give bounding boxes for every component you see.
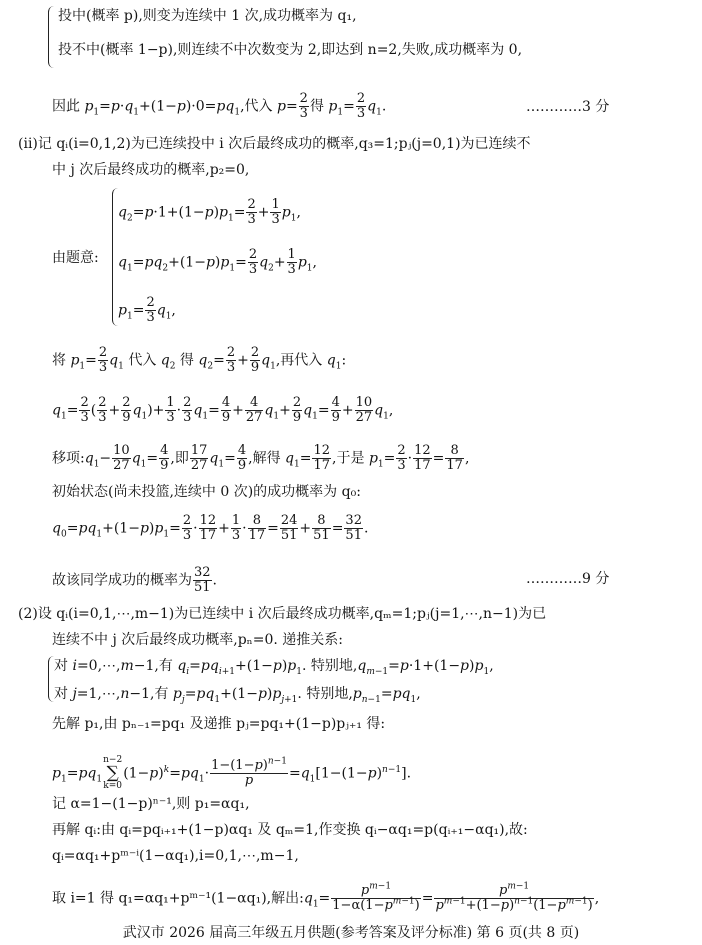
part-ii-intro: (ⅱ)记 qᵢ(i=0,1,2)为已连续投中 i 次后最终成功的概率,q₃=1;pⱼ(j=0,1)为已连续不	[18, 136, 531, 152]
q1-expansion: $q_1=$ $\frac{2}{3}$ ( $\frac{2}{3}$ + $\frac{2}{9}$ $q_1)+$ $\frac{1}{3}$ · $\frac{2}{3}$ $q_1=$ $\frac{4}{9}$ + $\frac{4}{27}$ $q_1+$ $\frac{2}{9}$ $q_1=$ $\frac{4}{9}$ + $\frac{10}{27}$ $q_1$,	[52, 395, 394, 425]
denote-alpha-line: 记 α=1−(1−p)ⁿ⁻¹,则 p₁=αq₁,	[52, 796, 250, 812]
init-state-line: 初始状态(尚未投篮,连续中 0 次)的成功概率为 q₀:	[52, 484, 361, 500]
solve-qi-line: 再解 qᵢ:由 qᵢ=pqᵢ₊₁+(1−p)αq₁ 及 qₘ=1,作变换 qᵢ−αq₁=p(qᵢ₊₁−αq₁),故:	[52, 822, 528, 838]
by-problem-label: 由题意:	[52, 250, 99, 266]
p1-sum-line: $p_1=pq_1n-2$ ∑ $k=0(1-p)^k=pq_1\cdot$ $\frac{1-(1-p)^{n-1}}{p}$ $=q_1[1-(1-p)^{n-1}]$.	[52, 755, 412, 791]
part-ii-intro-2: 中 j 次后最终成功的概率,p₂=0,	[52, 162, 250, 178]
solve-p1-line: 先解 p₁,由 pₙ₋₁=pq₁ 及递推 pⱼ=pq₁+(1−p)pⱼ₊₁ 得:	[52, 716, 386, 732]
system-eq-1: $q_2=p\cdot 1+(1-p)p_1=$ $\frac{2}{3}$ + $\frac{1}{3}$ $p_1$,	[118, 197, 301, 227]
part-2-intro: (2)设 qᵢ(i=0,1,⋯,m−1)为已连续中 i 次后最终成功概率,qₘ=1;pⱼ(j=1,⋯,n−1)为已	[18, 606, 547, 622]
case-hit-line: 投中(概率 p),则变为连续中 1 次,成功概率为 q₁,	[58, 8, 357, 24]
score-9: …………9 分	[526, 571, 610, 587]
substitute-line: 将 $p_1=$ $\frac{2}{3}$ $q_1$ 代入 $q_2$ 得 $q_2=$ $\frac{2}{3}$ + $\frac{2}{9}$ $q_1$,再代入 $q_1$:	[52, 345, 347, 375]
therefore-p1-line: 因此 $p_1=p\cdot q_1+(1-p)\cdot 0=pq_1$,代入 p= $\frac{2}{3}$ 得 $p_1=$ $\frac{2}{3}$ $q_1$.	[52, 91, 387, 121]
system-eq-3: $p_1=$ $\frac{2}{3}$ $q_1$,	[118, 295, 176, 325]
conclusion-line: 故该同学成功的概率为 $\frac{32}{51}$ .	[52, 565, 217, 595]
page-footer: 武汉市 2026 届高三年级五月供题(参考答案及评分标准) 第 6 页(共 8 页)	[122, 925, 580, 941]
system-eq-2: $q_1=pq_2+(1-p)p_1=$ $\frac{2}{3}$ $q_2+$ $\frac{1}{3}$ $p_1$,	[118, 247, 317, 277]
take-i1-text: 取 i=1 得 q₁=αq₁+pᵐ⁻¹(1−αq₁),解出:	[52, 890, 304, 907]
score-3: …………3 分	[526, 99, 610, 115]
conclusion-prefix: 故该同学成功的概率为	[52, 572, 192, 589]
case-brace-top	[48, 6, 55, 68]
take-i1-line: 取 i=1 得 q₁=αq₁+pᵐ⁻¹(1−αq₁),解出$:q_1=$ $\frac{p^{m-1}}{1-\alpha(1-p^{m-1})}$ = $\frac{p^{m-1}}{p^{m-1}+(1-p)^{n-1}(1-p^{m-1})}$ ,	[52, 881, 600, 913]
recursion-q: 对 i=0,⋯,m−1,有 $q_i=pq_{i+1}+(1-p)p_1$. 特别地$,q_{m-1}=p\cdot 1+(1-p)p_1$,	[54, 658, 494, 677]
q0-line: $q_0=pq_1+(1-p)p_1=$ $\frac{2}{3}$ · $\frac{12}{17}$ + $\frac{1}{3}$ · $\frac{8}{17}$ = $\frac{24}{51}$ + $\frac{8}{51}$ = $\frac{32}{51}$ .	[52, 513, 369, 543]
case-miss-line: 投不中(概率 1−p),则连续不中次数变为 2,即达到 n=2,失败,成功概率为 0,	[58, 42, 523, 58]
recursion-p: 对 j=1,⋯,n−1,有 $p_j=pq_1+(1-p)p_{j+1}$. 特别地$,p_{n-1}=pq_1$,	[54, 686, 421, 705]
rearrange-line: 移项$:q_1-$ $\frac{10}{27}$ $q_1=$ $\frac{4}{9}$ ,即 $\frac{17}{27}$ $q_1=$ $\frac{4}{9}$ ,解得 $q_1=$ $\frac{12}{17}$ ,于是 $p_1=$ $\frac{2}{3}$ · $\frac{12}{17}$ = $\frac{8}{17}$ ,	[52, 443, 470, 473]
qi-formula-line: qᵢ=αq₁+pᵐ⁻ⁱ(1−αq₁),i=0,1,⋯,m−1,	[52, 848, 299, 864]
part-2-intro-2: 连续不中 j 次后最终成功概率,pₙ=0. 递推关系:	[52, 632, 343, 648]
